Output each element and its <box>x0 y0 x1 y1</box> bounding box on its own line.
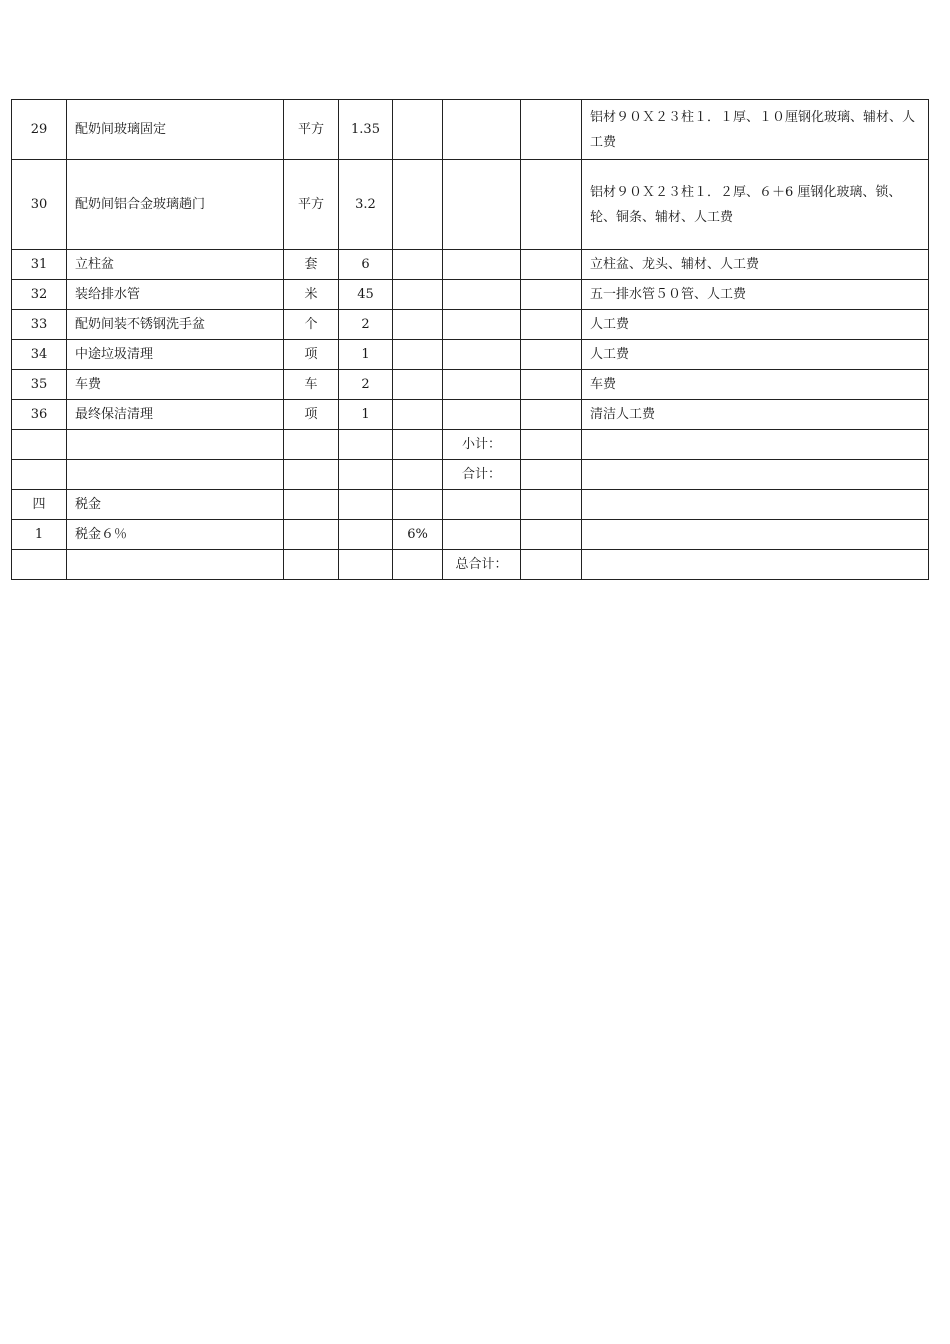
item-number: 35 <box>12 370 67 400</box>
item-unit <box>284 460 339 490</box>
item-number <box>12 550 67 580</box>
item-unit-price <box>443 100 521 160</box>
table-row <box>12 250 929 280</box>
item-name: 税金６％ <box>67 520 284 550</box>
grand-total-amount <box>521 550 582 580</box>
table-row <box>12 400 929 430</box>
subtotal-amount <box>521 430 582 460</box>
item-unit-price <box>443 370 521 400</box>
item-note <box>582 490 929 520</box>
item-note <box>582 460 929 490</box>
item-quantity <box>339 520 393 550</box>
item-quantity: 1 <box>339 400 393 430</box>
item-amount <box>521 400 582 430</box>
item-amount <box>521 340 582 370</box>
item-number: 33 <box>12 310 67 340</box>
item-name: 配奶间玻璃固定 <box>67 100 284 160</box>
item-number: 34 <box>12 340 67 370</box>
item-unit <box>284 490 339 520</box>
item-unit: 平方 <box>284 100 339 160</box>
item-rate <box>393 490 443 520</box>
item-number: 30 <box>12 160 67 250</box>
item-number: 31 <box>12 250 67 280</box>
item-quantity: 3.2 <box>339 160 393 250</box>
item-quantity: 45 <box>339 280 393 310</box>
item-name: 最终保洁清理 <box>67 400 284 430</box>
item-number: 29 <box>12 100 67 160</box>
total-row <box>12 460 929 490</box>
item-name: 配奶间铝合金玻璃趟门 <box>67 160 284 250</box>
item-amount <box>521 370 582 400</box>
total-label: 合计： <box>443 460 521 490</box>
item-amount <box>521 100 582 160</box>
item-name: 立柱盆 <box>67 250 284 280</box>
item-unit <box>284 520 339 550</box>
grand-total-label: 总合计： <box>443 550 521 580</box>
item-rate <box>393 250 443 280</box>
item-unit-price <box>443 490 521 520</box>
table-row <box>12 370 929 400</box>
item-quantity <box>339 430 393 460</box>
item-name <box>67 550 284 580</box>
item-number: 36 <box>12 400 67 430</box>
item-name: 中途垃圾清理 <box>67 340 284 370</box>
item-amount <box>521 280 582 310</box>
item-rate <box>393 550 443 580</box>
item-rate <box>393 100 443 160</box>
item-amount <box>521 250 582 280</box>
section-title: 税金 <box>67 490 284 520</box>
subtotal-label: 小计： <box>443 430 521 460</box>
tax-rate: 6% <box>393 520 443 550</box>
item-quantity <box>339 460 393 490</box>
quotation-table <box>11 99 929 580</box>
table-row <box>12 280 929 310</box>
item-quantity: 1.35 <box>339 100 393 160</box>
item-unit: 项 <box>284 400 339 430</box>
item-unit-price <box>443 280 521 310</box>
item-note: 人工费 <box>582 310 929 340</box>
item-unit: 车 <box>284 370 339 400</box>
item-note: 铝材９０Ｘ２３柱１．１厚、１０厘钢化玻璃、辅材、人工费 <box>582 100 929 160</box>
table-row <box>12 520 929 550</box>
item-rate <box>393 340 443 370</box>
item-rate <box>393 430 443 460</box>
item-quantity: 2 <box>339 310 393 340</box>
total-amount <box>521 460 582 490</box>
item-name <box>67 430 284 460</box>
item-number: 1 <box>12 520 67 550</box>
item-number: 32 <box>12 280 67 310</box>
item-unit: 个 <box>284 310 339 340</box>
item-note: 铝材９０Ｘ２３柱１．２厚、６＋6 厘钢化玻璃、锁、轮、铜条、辅材、人工费 <box>582 160 929 250</box>
item-unit: 米 <box>284 280 339 310</box>
item-note: 清洁人工费 <box>582 400 929 430</box>
table-row <box>12 340 929 370</box>
item-note <box>582 430 929 460</box>
item-unit: 套 <box>284 250 339 280</box>
item-name: 车费 <box>67 370 284 400</box>
item-note: 立柱盆、龙头、辅材、人工费 <box>582 250 929 280</box>
item-note: 五一排水管５０管、人工费 <box>582 280 929 310</box>
item-quantity <box>339 490 393 520</box>
item-unit-price <box>443 310 521 340</box>
item-unit <box>284 550 339 580</box>
item-quantity: 2 <box>339 370 393 400</box>
item-unit <box>284 430 339 460</box>
item-amount <box>521 310 582 340</box>
item-number <box>12 430 67 460</box>
item-amount <box>521 490 582 520</box>
item-quantity: 1 <box>339 340 393 370</box>
item-name: 装给排水管 <box>67 280 284 310</box>
item-amount <box>521 520 582 550</box>
item-unit-price <box>443 400 521 430</box>
item-note: 人工费 <box>582 340 929 370</box>
table-row <box>12 100 929 160</box>
item-quantity: 6 <box>339 250 393 280</box>
item-number <box>12 460 67 490</box>
item-quantity <box>339 550 393 580</box>
item-name: 配奶间装不锈钢洗手盆 <box>67 310 284 340</box>
item-unit: 平方 <box>284 160 339 250</box>
table-row <box>12 160 929 250</box>
item-note <box>582 520 929 550</box>
item-rate <box>393 460 443 490</box>
subtotal-row <box>12 430 929 460</box>
section-number: 四 <box>12 490 67 520</box>
item-note: 车费 <box>582 370 929 400</box>
item-rate <box>393 400 443 430</box>
item-unit: 项 <box>284 340 339 370</box>
section-row <box>12 490 929 520</box>
item-rate <box>393 160 443 250</box>
item-amount <box>521 160 582 250</box>
item-unit-price <box>443 250 521 280</box>
item-unit-price <box>443 160 521 250</box>
item-unit-price <box>443 340 521 370</box>
item-rate <box>393 370 443 400</box>
item-name <box>67 460 284 490</box>
item-unit-price <box>443 520 521 550</box>
item-rate <box>393 310 443 340</box>
item-rate <box>393 280 443 310</box>
item-note <box>582 550 929 580</box>
table-row <box>12 310 929 340</box>
grand-total-row <box>12 550 929 580</box>
